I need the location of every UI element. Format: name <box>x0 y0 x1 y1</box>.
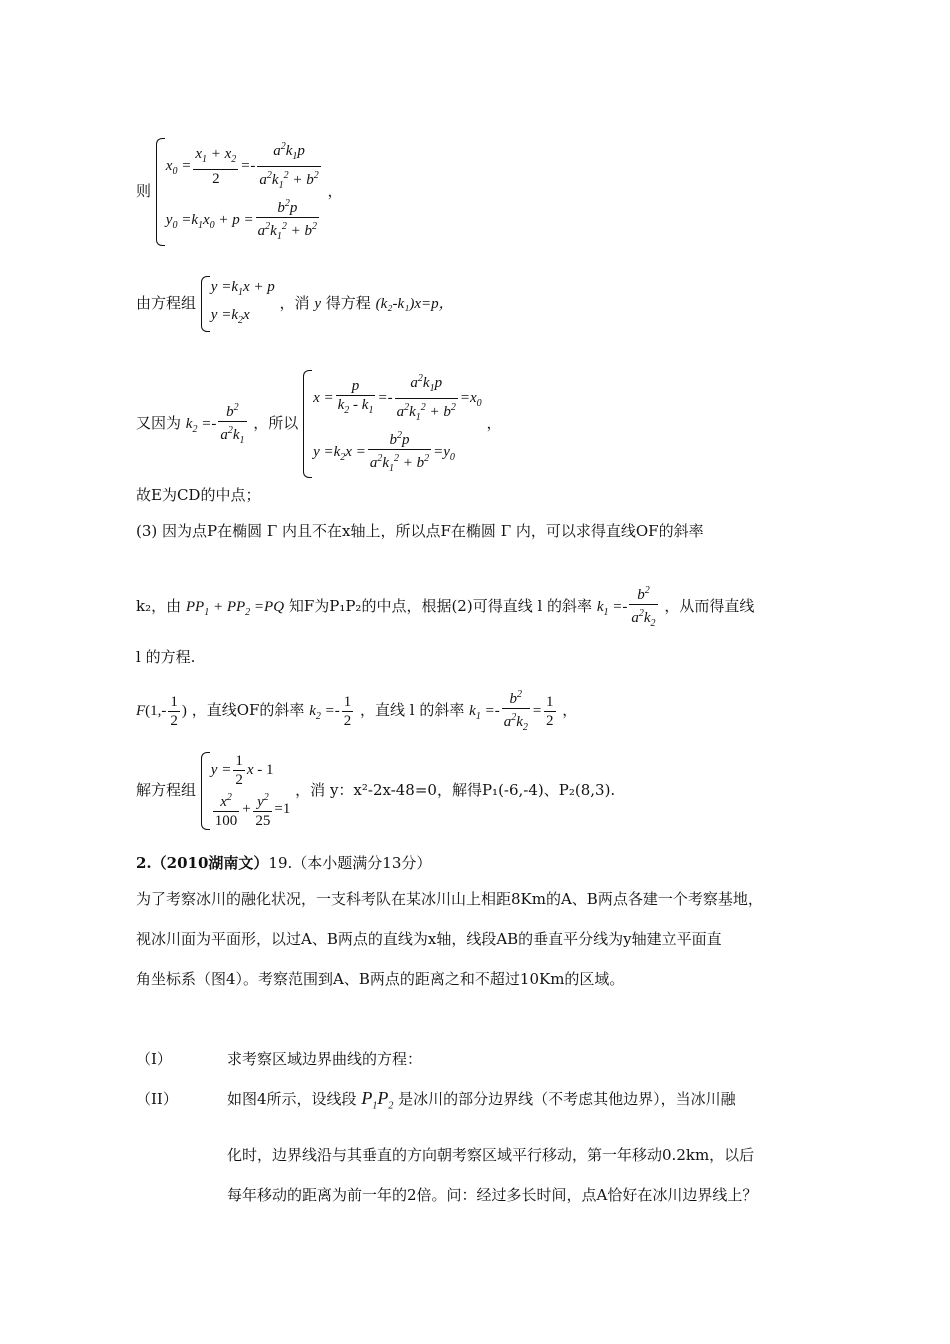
question-source: 2.（2010湖南文） <box>136 854 269 872</box>
text-b: 是冰川的部分边界线（不考虑其他边界），当冰川融 <box>398 1090 736 1108</box>
elimination-line <box>136 276 454 332</box>
because-line: 又因为 $k_2$ =- $\frac{b^2}{a^2k_1}$ ，所以 x = $\frac{p}{k_2 - k_1}$ =- $\frac{a^2k_1p}{a^2k_1^2 + b^2}$ $=x_0$ $y =k_2x$ = $\frac{b^2p}{a^2k_1^2 + b^2}$ $=y_0$ ， <box>136 370 501 478</box>
text-b: ，直线 l 的斜率 <box>360 700 465 719</box>
text-prefix: 由方程组 <box>136 294 197 312</box>
subq-II-line-3: 每年移动的距离为前一年的2倍。问：经过多长时间，点A恰好在冰川边界线上？ <box>227 1186 758 1204</box>
text-prefix: 则 <box>136 182 152 200</box>
subq-II-line-2: 化时，边界线沿与其垂直的方向朝考察区域平行移动，第一年移动0.2km，以后 <box>227 1146 755 1164</box>
text-a: ，直线OF的斜率 <box>191 700 305 719</box>
equation-system: $x_0$ = $\frac{x_1 + x_2}{2}$ =- $\frac{a^2k_1p}{a^2k_1^2 + b^2}$ $y_0 =k_1x_0 + p$ = $\frac{b^2p}{a^2k_1^2 + b^2}$ <box>156 138 323 246</box>
question-number: 19.（本小题满分13分） <box>268 854 432 872</box>
equation-system: x = $\frac{p}{k_2 - k_1}$ =- $\frac{a^2k_1p}{a^2k_1^2 + b^2}$ $=x_0$ $y =k_2x$ = $\frac{b^2p}{a^2k_1^2 + b^2}$ $=y_0$ <box>303 370 482 478</box>
text-suffix: ， <box>486 414 502 432</box>
midpoint-system <box>136 138 343 246</box>
text-a: k₂，由 <box>136 596 182 615</box>
question-line-3: 角坐标系（图4）。考察范围到A、B两点的距离之和不超过10Km的区域。 <box>136 970 625 988</box>
solve-system-line <box>136 752 615 830</box>
slope-line: k₂，由 $PP_1 + PP_2 =PQ$ 知F为P₁P₂的中点，根据(2)可得直线 l 的斜率 $k_1$ =- $\frac{b^2}{a^2k_2}$ ，从而得直线 <box>136 582 754 633</box>
subq-II-line-1: 如图4所示，设线段 $P_1P_2$ 是冰川的部分边界线（不考虑其他边界），当冰川融 <box>227 1088 736 1112</box>
equation-system: $y =k_1x + p$ $y =k_2x$ <box>201 276 275 332</box>
text-mid: ，所以 <box>253 414 299 432</box>
subq-II-label: （II） <box>136 1090 178 1108</box>
text-a: 如图4所示，设线段 <box>227 1090 357 1108</box>
text-tail: 得方程 <box>325 294 371 312</box>
text-mid: ，消 <box>279 294 310 312</box>
equation-inline: (k₂-k₁)x=p， <box>375 296 454 312</box>
text-a: ，消 y：x²-2x-48=0，解得P₁(-6,-4)、P₂(8,3). <box>295 781 616 799</box>
conclusion-line: 故E为CD的中点； <box>136 486 261 504</box>
equation-system: y = $\frac{1}{2}$ x - 1 $\frac{x^2}{100}$ + $\frac{y^2}{25}$ =1 <box>201 752 291 830</box>
subq-I-text: 求考察区域边界曲线的方程： <box>227 1050 423 1068</box>
var-y: y <box>314 296 322 312</box>
text-b: 知F为P₁P₂的中点，根据(2)可得直线 l 的斜率 <box>288 596 593 615</box>
question-heading <box>136 852 431 874</box>
line-equation-text: l 的方程. <box>136 648 196 666</box>
question-line-1: 为了考察冰川的融化状况，一支科考队在某冰川山上相距8Km的A、B两点各建一个考察基地， <box>136 890 763 908</box>
text-c: ，从而得直线 <box>664 596 755 615</box>
text-prefix: 解方程组 <box>136 781 197 799</box>
part3-line: (3) 因为点P在椭圆 Γ 内且不在x轴上，所以点F在椭圆 Γ 内，可以求得直线OF的斜率 <box>136 522 704 540</box>
F-point-line: F(1,- $\frac{1}{2}$ ) ，直线OF的斜率 $k_2$ =- $\frac{1}{2}$ ，直线 l 的斜率 $k_1$ =- $\frac{b^2}{a^2k_2}$ = $\frac{1}{2}$ ， <box>136 686 577 737</box>
text-prefix: 又因为 <box>136 414 182 432</box>
question-line-2: 视冰川面为平面形，以过A、B两点的直线为x轴，线段AB的垂直平分线为y轴建立平面直 <box>136 930 722 948</box>
text-suffix: ， <box>327 182 343 200</box>
subq-I-label: （I） <box>136 1050 172 1068</box>
text-c: ， <box>562 700 578 719</box>
